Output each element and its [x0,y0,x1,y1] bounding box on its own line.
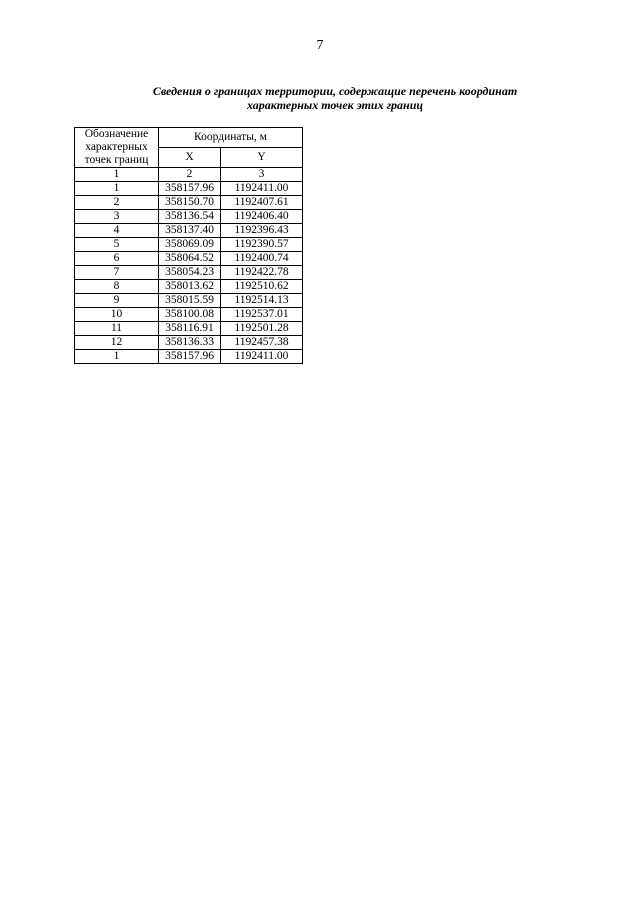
x-cell: 358116.91 [159,322,221,336]
x-cell: 358136.54 [159,210,221,224]
x-cell: 358013.62 [159,280,221,294]
numbering-cell-3: 3 [221,168,303,182]
table-row [75,224,303,238]
y-cell: 1192411.00 [221,350,303,364]
table-row [75,322,303,336]
y-cell: 1192501.28 [221,322,303,336]
y-cell: 1192400.74 [221,252,303,266]
x-cell: 358150.70 [159,196,221,210]
x-cell: 358100.08 [159,308,221,322]
point-cell: 12 [75,336,159,350]
y-cell: 1192457.38 [221,336,303,350]
point-cell: 11 [75,322,159,336]
y-cell: 1192411.00 [221,182,303,196]
table-row [75,294,303,308]
x-cell: 358064.52 [159,252,221,266]
table-row [75,280,303,294]
table-row [75,238,303,252]
table-row [75,308,303,322]
x-cell: 358157.96 [159,182,221,196]
coordinates-table-body [75,182,303,364]
document-title-line-1: Сведения о границах территории, содержащие перечень координат [152,84,518,98]
table-numbering-row [75,168,303,182]
header-point-line-1: Обозначение [84,128,149,140]
point-cell: 4 [75,224,159,238]
y-cell: 1192422.78 [221,266,303,280]
table-row [75,182,303,196]
header-point-line-3: точек границ [84,154,149,166]
x-cell: 358054.23 [159,266,221,280]
table-header-row [75,128,303,148]
document-title-line-2: характерных точек этих границ [246,98,424,112]
header-x: X [159,148,221,168]
page-number: 7 [316,38,324,53]
coordinates-table [74,127,303,364]
point-cell: 1 [75,182,159,196]
numbering-cell-2: 2 [159,168,221,182]
point-cell: 6 [75,252,159,266]
point-cell: 2 [75,196,159,210]
point-cell: 5 [75,238,159,252]
point-cell: 8 [75,280,159,294]
table-row [75,210,303,224]
y-cell: 1192514.13 [221,294,303,308]
header-point-designation [75,128,159,168]
point-cell: 10 [75,308,159,322]
y-cell: 1192406.40 [221,210,303,224]
point-cell: 3 [75,210,159,224]
table-row [75,350,303,364]
x-cell: 358137.40 [159,224,221,238]
point-cell: 9 [75,294,159,308]
point-cell: 7 [75,266,159,280]
y-cell: 1192396.43 [221,224,303,238]
y-cell: 1192407.61 [221,196,303,210]
x-cell: 358015.59 [159,294,221,308]
y-cell: 1192510.62 [221,280,303,294]
y-cell: 1192537.01 [221,308,303,322]
table-row [75,196,303,210]
document-title [110,84,560,112]
table-row [75,336,303,350]
header-point-line-2: характерных [85,141,148,153]
x-cell: 358136.33 [159,336,221,350]
table-row [75,266,303,280]
numbering-cell-1: 1 [75,168,159,182]
x-cell: 358157.96 [159,350,221,364]
x-cell: 358069.09 [159,238,221,252]
y-cell: 1192390.57 [221,238,303,252]
header-coordinates-group: Координаты, м [159,128,303,148]
table-row [75,252,303,266]
header-y: Y [221,148,303,168]
point-cell: 1 [75,350,159,364]
